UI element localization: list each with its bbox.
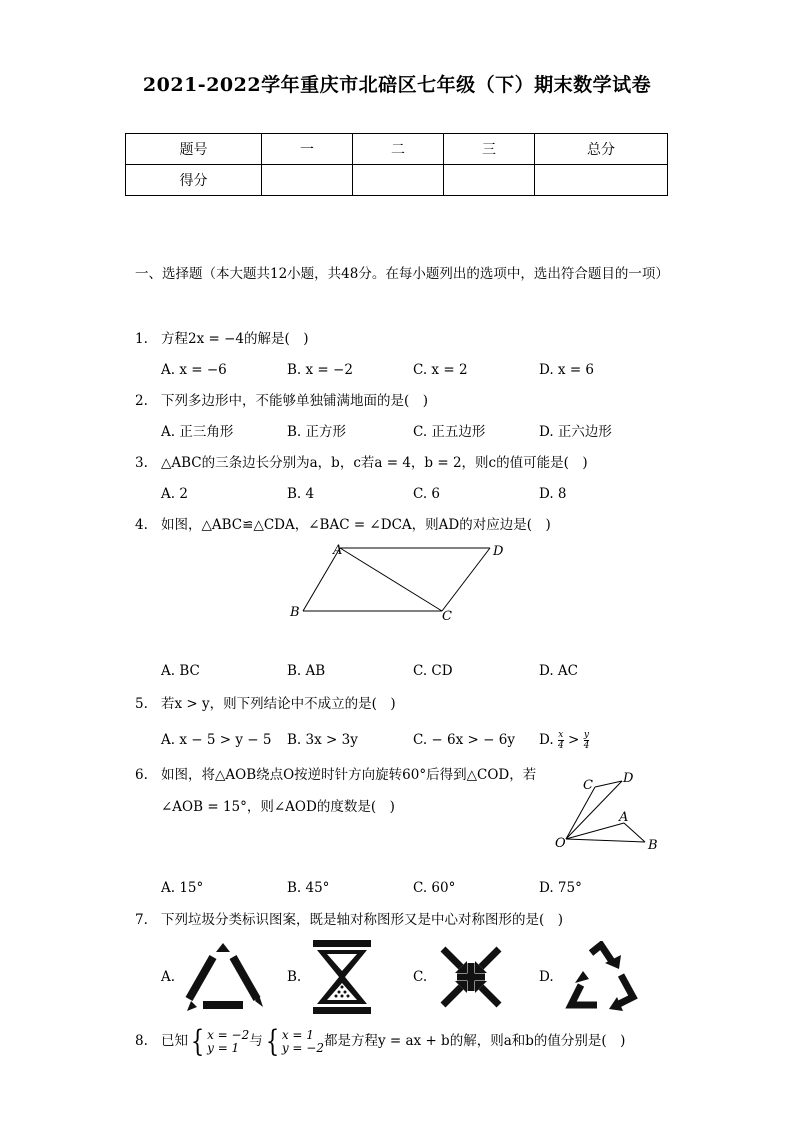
section-heading: 一、选择题（本大题共12小题，共48分。在每小题列出的选项中，选出符合题目的一项） (135, 266, 669, 282)
segment-oa (566, 823, 624, 839)
question-number: 8. (135, 1033, 148, 1049)
four-arrows-inward-icon (437, 943, 505, 1011)
question-text-line1: 如图，将△AOB绕点O按逆时针方向旋转60°后得到△COD，若 (161, 767, 537, 783)
option-c: C. 6 (413, 486, 441, 502)
recycle-triangle-icon (183, 943, 263, 1011)
label-b: B (290, 605, 300, 620)
segment-cd (595, 781, 622, 787)
score-cell (444, 165, 535, 196)
option-c: C. CD (413, 663, 453, 679)
question-text: △ABC的三条边长分别为a，b，c若a = 4，b = 2，则c的值可能是( ) (161, 455, 588, 471)
option-a: A. BC (161, 663, 200, 679)
system-2: x = 1 y = −2 (281, 1027, 324, 1055)
option-a: A. (161, 969, 176, 985)
score-table (125, 133, 668, 196)
page-title: 2021-2022学年重庆市北碚区七年级（下）期末数学试卷 (142, 74, 652, 96)
label-c: C (442, 609, 452, 624)
fraction-y-over-4: $\frac{y}{4}$ (583, 730, 590, 751)
score-cell (353, 165, 444, 196)
score-table-header: 三 (444, 134, 535, 165)
label-d: D (623, 771, 634, 786)
score-table-header: 二 (353, 134, 444, 165)
segment-ab (624, 823, 645, 842)
question-text: 方程2x = −4的解是( ) (161, 331, 309, 347)
option-d: D. 正六边形 (539, 424, 612, 440)
question-number: 2. (135, 393, 148, 409)
score-cell (262, 165, 353, 196)
score-table-header-row (126, 134, 668, 165)
question-number: 1. (135, 331, 148, 347)
option-d: D. AC (539, 663, 579, 679)
fraction-x-over-4: $\frac{x}{4}$ (557, 730, 564, 751)
score-table-header: 总分 (535, 134, 668, 165)
hourglass-icon (311, 940, 373, 1014)
segment-dc (442, 548, 490, 611)
option-a: A. 正三角形 (161, 424, 234, 440)
question-number: 3. (135, 455, 148, 471)
q8-pre: 已知 (161, 1033, 188, 1049)
option-a: A. 2 (161, 486, 188, 502)
score-row-label: 得分 (126, 165, 262, 196)
label-a: A (333, 543, 343, 558)
label-a: A (619, 810, 629, 825)
label-o: O (555, 836, 566, 851)
option-d-label: D. (539, 732, 554, 748)
option-d (539, 730, 589, 751)
option-d: D. 8 (539, 486, 567, 502)
option-c: C. − 6x > − 6y (413, 732, 515, 748)
question-number: 6. (135, 767, 148, 783)
segment-ac (340, 548, 442, 611)
question-text: 若x > y，则下列结论中不成立的是( ) (161, 696, 396, 712)
brace: { (265, 1023, 279, 1059)
question-text: 如图，△ABC≌△CDA，∠BAC = ∠DCA，则AD的对应边是( ) (161, 517, 551, 533)
parallelogram-figure (285, 538, 515, 628)
option-d: D. 75° (539, 880, 582, 896)
option-b: B. x = −2 (287, 362, 353, 378)
question-text-line2: ∠AOB = 15°，则∠AOD的度数是( ) (161, 799, 395, 815)
score-table-row (126, 165, 668, 196)
question-number: 7. (135, 912, 148, 928)
option-b: B. 4 (287, 486, 315, 502)
label-c: C (583, 778, 593, 793)
option-c: C. 正五边形 (413, 424, 486, 440)
option-d: D. (539, 969, 554, 985)
option-b: B. 45° (287, 880, 330, 896)
segment-ob (566, 839, 645, 842)
option-b: B. 正方形 (287, 424, 347, 440)
label-d: D (493, 544, 504, 559)
brace: { (190, 1023, 205, 1059)
question-number: 5. (135, 696, 148, 712)
option-a: A. 15° (161, 880, 204, 896)
question-text: 下列垃圾分类标识图案，既是轴对称图形又是中心对称图形的是( ) (161, 912, 564, 928)
score-table-header: 一 (262, 134, 353, 165)
option-d: D. x = 6 (539, 362, 595, 378)
option-b: B. AB (287, 663, 326, 679)
q8-mid: 与 (249, 1033, 263, 1049)
greater-than: > (567, 732, 580, 748)
question-text (161, 1021, 625, 1061)
option-c: C. x = 2 (413, 362, 468, 378)
option-b: B. (287, 969, 302, 985)
rotation-figure (548, 765, 663, 855)
option-c: C. (413, 969, 428, 985)
score-table-header: 题号 (126, 134, 262, 165)
score-cell (535, 165, 668, 196)
option-a: A. x = −6 (161, 362, 227, 378)
label-b: B (648, 838, 658, 853)
question-text: 下列多边形中，不能够单独铺满地面的是( ) (161, 393, 429, 409)
recycle-arrows-icon (563, 941, 639, 1013)
q8-post: 都是方程y = ax + b的解，则a和b的值分别是( ) (323, 1033, 626, 1049)
option-c: C. 60° (413, 880, 456, 896)
question-number: 4. (135, 517, 148, 533)
option-a: A. x − 5 > y − 5 (161, 732, 272, 748)
system-1: x = −2 y = 1 (207, 1027, 250, 1055)
option-b: B. 3x > 3y (287, 732, 358, 748)
